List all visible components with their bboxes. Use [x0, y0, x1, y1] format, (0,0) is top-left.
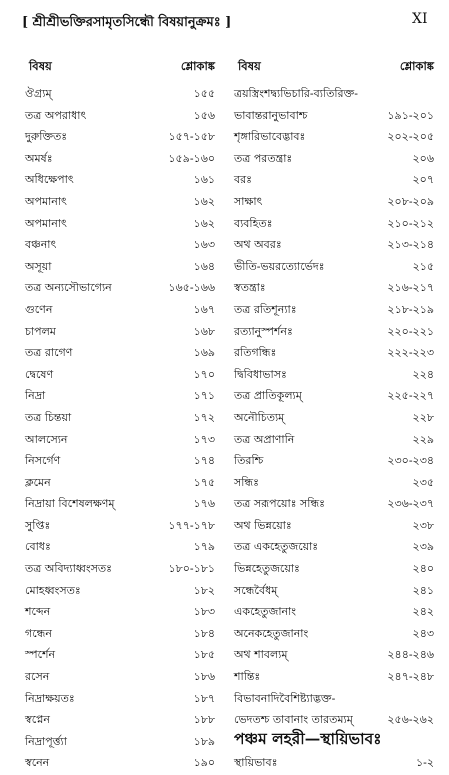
column-heading [25, 58, 215, 78]
entry-verse-number: ১৮০-১৮১ [168, 562, 215, 576]
entry-topic: অমর্ষঃ [25, 151, 53, 165]
index-entry [234, 710, 434, 732]
entry-verse-number: ১৫৯-১৬০ [168, 151, 215, 165]
entry-topic: ভিন্নহেতুজয়োঃ [234, 562, 300, 576]
entry-verse-number: ২৫৬-২৬২ [387, 713, 434, 727]
index-entry [25, 386, 215, 408]
entry-verse-number: ১৭৩ [193, 432, 215, 446]
entry-topic: ত্রয়স্ত্রিংশদ্ব্যভিচারি-ব্যতিরিক্ত- [234, 87, 358, 100]
page-header-title: [ শ্রীশ্রীভক্তিরসামৃতসিন্ধৌ বিষয়ানুক্রমঃ ] [22, 15, 232, 30]
entry-topic: নিদ্রায়া বিশেষলক্ষণম্ [25, 497, 115, 511]
entry-topic: অনেকহেতুজানাং [234, 626, 309, 640]
entry-topic: নিসর্গেণ [25, 454, 61, 468]
index-entry [25, 343, 215, 365]
index-entry [234, 170, 434, 192]
index-entry [25, 559, 215, 581]
index-entry [234, 559, 434, 581]
heading-verse-number: শ্লোকাঙ্ক [399, 59, 434, 73]
entry-topic: তিরশ্চি [234, 454, 264, 468]
entry-topic: স্বনেন [25, 756, 50, 770]
index-entry [25, 689, 215, 711]
entry-topic: স্থায়িভাবঃ [234, 756, 278, 770]
entry-verse-number: ১৮২ [193, 583, 215, 597]
column-heading [234, 58, 434, 78]
entry-topic: স্বপ্নেন [25, 713, 50, 727]
entry-verse-number: ২৪৪-২৪৬ [387, 648, 434, 662]
index-entry [234, 149, 434, 171]
entry-topic: তত্র অপরাধাৎ [25, 108, 87, 122]
index-entry [25, 214, 215, 236]
entry-topic: ভীতি-ভয়রত্যোর্ভেদঃ [234, 259, 325, 273]
entry-topic: শান্তিঃ [234, 670, 261, 684]
index-rows [25, 84, 215, 775]
entry-topic: অথ অবরঃ [234, 238, 282, 252]
entry-verse-number: ২২২-২২৩ [387, 346, 434, 360]
index-entry [25, 516, 215, 538]
entry-verse-number: ১৫৬ [193, 108, 215, 122]
entry-verse-number: ২০৬ [412, 151, 434, 165]
index-entry [234, 343, 434, 365]
index-entry [234, 106, 434, 128]
index-entry [234, 689, 434, 711]
index-entry [25, 365, 215, 387]
entry-topic: রতিগন্ধিঃ [234, 346, 277, 360]
entry-topic: দ্বেষেণ [25, 367, 54, 381]
index-column-right [234, 58, 434, 769]
entry-topic: দ্বিবিধাভাসঃ [234, 367, 287, 381]
index-entry [234, 667, 434, 689]
entry-topic: তত্র রাগেণ [25, 346, 73, 360]
entry-topic: চাপলম [25, 324, 56, 338]
entry-verse-number: ২৩৯ [412, 540, 434, 554]
entry-topic: শব্দেন [25, 605, 51, 619]
index-entry [25, 430, 215, 452]
index-entry [25, 408, 215, 430]
entry-verse-number: ১৬২ [193, 216, 215, 230]
entry-verse-number: ২৪৭-২৪৮ [387, 670, 434, 684]
entry-topic: বরঃ [234, 173, 253, 187]
entry-verse-number: ২৩০-২৩৪ [387, 454, 434, 468]
entry-verse-number: ১৬২ [193, 194, 215, 208]
entry-topic: নিদ্রাপূর্ত্ত্যা [25, 734, 67, 748]
index-entry [234, 728, 434, 754]
entry-verse-number: ১৬৭ [193, 302, 215, 316]
index-entry [25, 753, 215, 775]
entry-verse-number: ১৬১ [193, 173, 215, 187]
entry-topic: ব্যবহিতঃ [234, 216, 273, 230]
index-entry [234, 581, 434, 603]
entry-verse-number: ২৪০ [412, 562, 434, 576]
index-entry [25, 473, 215, 495]
entry-topic: তত্র পরতন্ত্রাঃ [234, 151, 293, 165]
index-entry [234, 214, 434, 236]
entry-verse-number: ১৭০ [193, 367, 215, 381]
index-entry [25, 732, 215, 754]
index-entry [234, 624, 434, 646]
page-number: XI [412, 11, 428, 27]
index-entry [234, 494, 434, 516]
index-column-left [25, 58, 215, 769]
entry-topic: দুরুক্তিতঃ [25, 130, 68, 144]
index-entry [25, 645, 215, 667]
entry-topic: একহেতুজানাং [234, 605, 297, 619]
entry-topic: শৃঙ্গারিভাবেদ্ভাবঃ [234, 130, 306, 144]
entry-verse-number: ২৩৫ [412, 475, 434, 489]
entry-topic: বোধঃ [25, 540, 51, 554]
entry-topic: তত্র অপ্রাণানি [234, 432, 295, 446]
index-entry [25, 537, 215, 559]
entry-verse-number: ১৭৯ [193, 540, 215, 554]
entry-verse-number: ২২০-২২১ [387, 324, 434, 338]
entry-verse-number: ১৯১-২০১ [387, 108, 434, 122]
index-entry [25, 710, 215, 732]
entry-topic: তত্র একহেতুজয়োঃ [234, 540, 319, 554]
entry-topic: অপমানাৎ [25, 194, 67, 208]
entry-verse-number: ১৯০ [193, 756, 215, 770]
index-entry [234, 278, 434, 300]
index-entry [234, 235, 434, 257]
entry-topic: স্বতন্ত্রাঃ [234, 281, 266, 295]
entry-verse-number: ২১০-২১২ [387, 216, 434, 230]
entry-verse-number: ১৮৮ [193, 713, 215, 727]
entry-topic: ক্লমেন [25, 475, 51, 489]
entry-topic: ঔগ্ৰ্যম্ [25, 87, 52, 100]
entry-verse-number: ২১৩-২১৪ [387, 238, 434, 252]
entry-topic: অপমানাৎ [25, 216, 67, 230]
entry-topic: আলস্যেন [25, 432, 68, 446]
entry-topic: ভেদতশ্চ তাবানাং তারতম্যম্ [234, 713, 353, 727]
index-entry [25, 322, 215, 344]
entry-topic: অধিক্ষেপাৎ [25, 173, 74, 187]
entry-topic: সাক্ষাৎ [234, 194, 263, 208]
index-entry [234, 516, 434, 538]
entry-topic: স্পর্শেন [25, 648, 56, 662]
index-entry [25, 278, 215, 300]
entry-topic: তত্র অন্যসৌভাগ্যেন [25, 281, 112, 295]
entry-verse-number: ২০৮-২০৯ [387, 194, 434, 208]
index-entry [25, 624, 215, 646]
entry-verse-number: ২২৪ [412, 367, 434, 381]
heading-topic: বিষয় [29, 59, 52, 73]
index-entry [234, 192, 434, 214]
index-entry [234, 753, 434, 775]
entry-topic: বিভাবনাদিবৈশিষ্ট্যাদ্ভক্ত- [234, 691, 336, 705]
entry-topic: সন্ধিঃ [234, 475, 259, 489]
entry-verse-number: ১৬৮ [193, 324, 215, 338]
entry-verse-number: ১৬৯ [193, 346, 215, 360]
index-entry [25, 667, 215, 689]
index-entry [25, 257, 215, 279]
index-entry [25, 170, 215, 192]
index-entry [234, 451, 434, 473]
index-entry [234, 322, 434, 344]
index-entry [234, 365, 434, 387]
entry-verse-number: ১৮৩ [193, 605, 215, 619]
index-entry [234, 408, 434, 430]
index-entry [25, 494, 215, 516]
entry-topic: নিদ্রা [25, 389, 46, 403]
entry-verse-number: ১৭৪ [193, 454, 215, 468]
entry-verse-number: ১৭২ [193, 410, 215, 424]
index-entry [234, 602, 434, 624]
entry-verse-number: ২৪১ [412, 583, 434, 597]
index-entry [234, 300, 434, 322]
heading-verse-number: শ্লোকাঙ্ক [180, 59, 215, 73]
index-entry [25, 602, 215, 624]
entry-topic: অথ ভিন্নয়োঃ [234, 518, 292, 532]
entry-topic: গুণেন [25, 302, 53, 316]
entry-verse-number: ২৪২ [412, 605, 434, 619]
entry-verse-number: ১৮৯ [193, 734, 215, 748]
entry-topic: সন্ধের্বৈধম্ [234, 583, 278, 597]
entry-topic: ভাবান্তরানুভাবাশ্চ [234, 108, 308, 122]
entry-verse-number: ২৩৬-২৩৭ [387, 497, 434, 511]
entry-verse-number: ১৭৭-১৭৮ [168, 518, 215, 532]
entry-topic: তত্র চিন্তয়া [25, 410, 72, 424]
entry-topic: তত্র অবিদ্যাধ্বংসতঃ [25, 562, 113, 576]
heading-topic: বিষয় [238, 59, 261, 73]
entry-topic: তত্র সরূপয়োঃ সন্ধিঃ [234, 497, 326, 511]
index-entry [25, 581, 215, 603]
index-entry [234, 645, 434, 667]
entry-verse-number: ১৮৪ [193, 626, 215, 640]
index-entry [25, 84, 215, 106]
index-entry [234, 84, 434, 106]
index-entry [25, 235, 215, 257]
entry-verse-number: ২১৬-২১৭ [387, 281, 434, 295]
index-entry [234, 537, 434, 559]
entry-topic: রসেন [25, 670, 50, 684]
index-entry [234, 257, 434, 279]
entry-topic: তত্র প্রাতিকূল্যম্ [234, 389, 302, 403]
entry-verse-number: ১৮৬ [193, 670, 215, 684]
entry-verse-number: ২০২-২০৫ [387, 130, 434, 144]
entry-verse-number: ১৭৬ [193, 497, 215, 511]
index-entry [234, 473, 434, 495]
index-entry [25, 106, 215, 128]
entry-verse-number: ১৭৫ [193, 475, 215, 489]
index-entry [25, 149, 215, 171]
entry-verse-number: ২২৯ [412, 432, 434, 446]
entry-verse-number: ১৬৩ [193, 238, 215, 252]
entry-verse-number: ২৪৩ [412, 626, 434, 640]
entry-topic: অসূয়া [25, 259, 52, 273]
entry-verse-number: ২২৫-২২৭ [387, 389, 434, 403]
entry-verse-number: ১৭১ [193, 389, 215, 403]
entry-topic: পঞ্চম লহরী—স্থায়িভাবঃ [234, 728, 382, 748]
index-entry [234, 127, 434, 149]
entry-verse-number: ১৫৫ [193, 87, 215, 100]
index-rows [234, 84, 434, 775]
entry-verse-number: ১৬৫-১৬৬ [168, 281, 215, 295]
index-entry [234, 386, 434, 408]
entry-verse-number: ২০৭ [412, 173, 434, 187]
entry-verse-number: ১৬৪ [193, 259, 215, 273]
entry-topic: তত্র রতিশূন্যাঃ [234, 302, 297, 316]
entry-topic: মোহধ্বংসতঃ [25, 583, 81, 597]
entry-verse-number: ২২৮ [412, 410, 434, 424]
index-entry [25, 300, 215, 322]
entry-verse-number: ১৮৭ [193, 691, 215, 705]
entry-topic: নিদ্রাক্ষয়তঃ [25, 691, 75, 705]
entry-topic: অথ শাবল্যম্ [234, 648, 288, 662]
entry-verse-number: ২৩৮ [412, 518, 434, 532]
entry-verse-number: ২১৫ [412, 259, 434, 273]
index-entry [25, 192, 215, 214]
index-entry [25, 451, 215, 473]
entry-verse-number: ১-২ [415, 756, 434, 770]
index-entry [234, 430, 434, 452]
index-entry [25, 127, 215, 149]
entry-topic: সুপ্তিঃ [25, 518, 51, 532]
entry-topic: গন্ধেন [25, 626, 52, 640]
entry-topic: রত্যানুস্পর্শনঃ [234, 324, 293, 338]
entry-verse-number: ১৫৭-১৫৮ [168, 130, 215, 144]
entry-topic: অনৌচিত্যম্ [234, 410, 285, 424]
entry-verse-number: ১৮৫ [193, 648, 215, 662]
entry-topic: বঞ্চনাৎ [25, 238, 57, 252]
entry-verse-number: ২১৮-২১৯ [387, 302, 434, 316]
